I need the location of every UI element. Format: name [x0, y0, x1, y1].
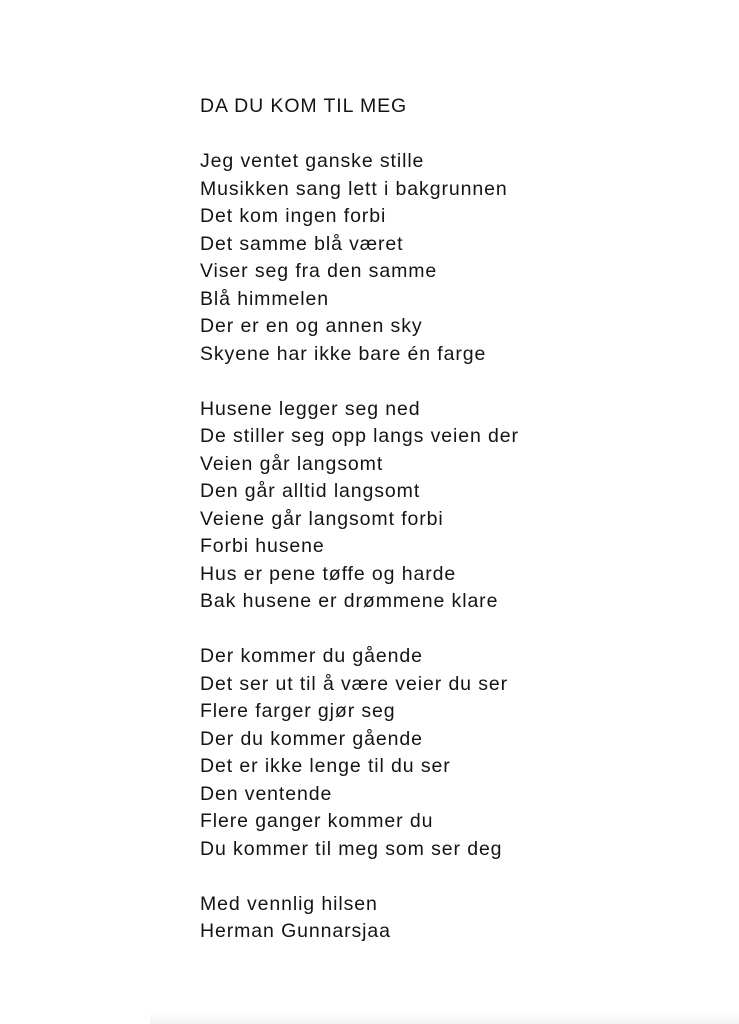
- poem-line: Blå himmelen: [200, 287, 329, 310]
- stanza-gap: [200, 616, 720, 644]
- poem-line: Hus er pene tøffe og harde: [200, 562, 457, 585]
- poem-line: Der du kommer gående: [200, 727, 423, 750]
- page-bottom-shadow: [150, 1012, 739, 1024]
- poem-line: Forbi husene: [200, 535, 325, 557]
- stanza-1: [200, 148, 720, 368]
- poem-line: Skyene har ikke bare én farge: [200, 342, 487, 365]
- stanza-2: [200, 396, 720, 616]
- stanza-3: [200, 643, 720, 863]
- poem-line: Bak husene er drømmene klare: [200, 590, 499, 612]
- poem-line: Du kommer til meg som ser deg: [200, 837, 503, 860]
- poem-line: De stiller seg opp langs veien der: [200, 425, 519, 447]
- poem-text: [200, 93, 720, 946]
- poem-line: Veien går langsomt: [200, 452, 384, 475]
- poem-line: Det kom ingen forbi: [200, 205, 387, 227]
- poem-line: Husene legger seg ned: [200, 397, 421, 420]
- poem-line: Den ventende: [200, 782, 333, 805]
- poem-line: Der er en og annen sky: [200, 315, 423, 337]
- author-signature: Herman Gunnarsjaa: [200, 920, 391, 942]
- poem-line: Det er ikke lenge til du ser: [200, 755, 451, 777]
- stanza-gap: [200, 863, 720, 891]
- poem-line: Det samme blå været: [200, 232, 404, 255]
- poem-line: Veiene går langsomt forbi: [200, 507, 444, 530]
- poem-line: Der kommer du gående: [200, 645, 423, 667]
- poem-title: DA DU KOM TIL MEG: [200, 95, 408, 117]
- stanza-gap: [200, 121, 720, 149]
- poem-line: Viser seg fra den samme: [200, 260, 438, 282]
- poem-line: Jeg ventet ganske stille: [200, 150, 425, 172]
- poem-line: Flere ganger kommer du: [200, 810, 434, 832]
- poem-line: Musikken sang lett i bakgrunnen: [200, 177, 508, 200]
- poem-line: Det ser ut til å være veier du ser: [200, 672, 509, 695]
- closing-text: Med vennlig hilsen: [200, 892, 378, 915]
- stanza-gap: [200, 368, 720, 396]
- poem-line: Den går alltid langsomt: [200, 480, 421, 502]
- poem-line: Flere farger gjør seg: [200, 700, 396, 722]
